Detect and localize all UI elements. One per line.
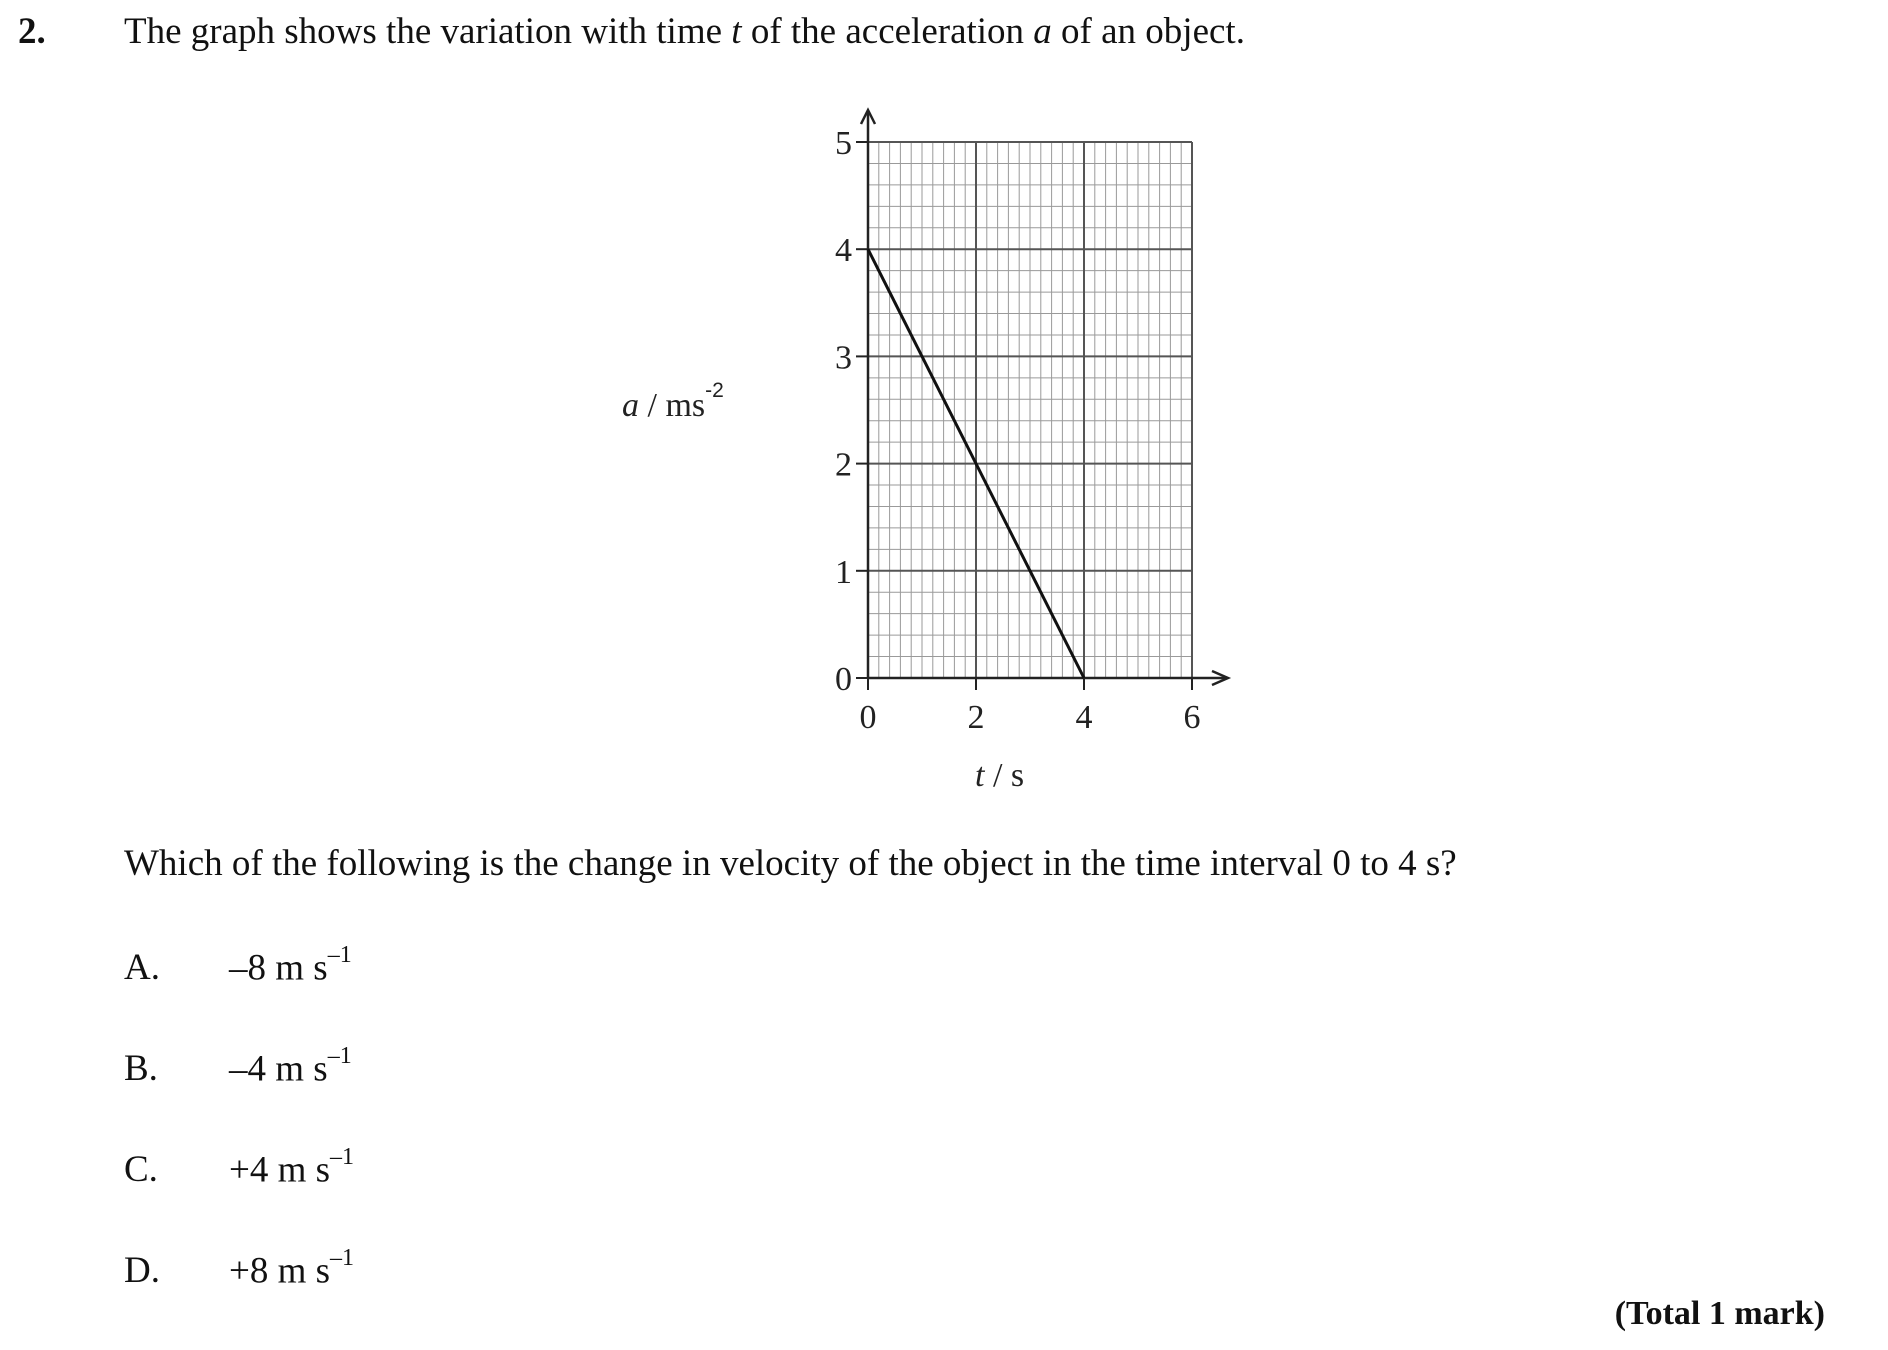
- option-b[interactable]: [124, 1043, 352, 1090]
- stem-symbol-a: a: [1033, 11, 1052, 52]
- option-c[interactable]: [124, 1144, 355, 1191]
- option-letter: D.: [124, 1250, 160, 1292]
- total-marks: (Total 1 mark): [1614, 1295, 1825, 1332]
- question-prompt: Which of the following is the change in velocity of the object in the time interval 0 to 4 s?: [124, 843, 1457, 884]
- stem-part-3: of an object.: [1051, 11, 1245, 52]
- y-tick-label: 0: [835, 661, 852, 698]
- y-tick-label: 4: [835, 232, 852, 270]
- x-axis-unit: / s: [984, 757, 1025, 794]
- x-axis-symbol: t: [975, 757, 985, 794]
- x-axis-label: [975, 757, 1024, 794]
- y-axis-exponent: -2: [705, 379, 724, 402]
- y-tick-label: 3: [835, 339, 852, 377]
- option-exponent: –1: [330, 1245, 355, 1271]
- option-exponent: –1: [327, 942, 352, 968]
- stem-part-1: The graph shows the variation with time: [124, 11, 732, 52]
- y-axis-symbol: a: [622, 387, 639, 424]
- option-exponent: –1: [330, 1144, 355, 1170]
- axes: [856, 110, 1228, 690]
- y-tick-label: 5: [835, 125, 852, 162]
- option-letter: C.: [124, 1149, 158, 1191]
- y-tick-label: 1: [835, 553, 852, 591]
- y-axis-unit: / ms: [639, 387, 706, 424]
- y-tick-label: 2: [835, 446, 852, 484]
- option-exponent: –1: [327, 1043, 352, 1069]
- option-d[interactable]: [124, 1245, 355, 1292]
- x-tick-label: 4: [1075, 699, 1093, 736]
- option-a[interactable]: [124, 942, 352, 989]
- minor-grid: [868, 142, 1192, 678]
- stem-part-2: of the acceleration: [741, 11, 1034, 52]
- option-letter: A.: [124, 947, 160, 989]
- option-value: –4 m s: [229, 1048, 328, 1090]
- option-letter: B.: [124, 1048, 158, 1090]
- x-tick-label: 0: [859, 699, 877, 736]
- question-number: 2.: [18, 11, 46, 52]
- option-value: +4 m s: [229, 1149, 331, 1191]
- x-tick-label: 2: [967, 699, 985, 736]
- option-value: +8 m s: [229, 1250, 331, 1292]
- x-tick-label: 6: [1183, 699, 1201, 736]
- y-axis-label: [622, 379, 724, 424]
- option-value: –8 m s: [229, 947, 328, 989]
- stem-symbol-t: t: [731, 11, 742, 52]
